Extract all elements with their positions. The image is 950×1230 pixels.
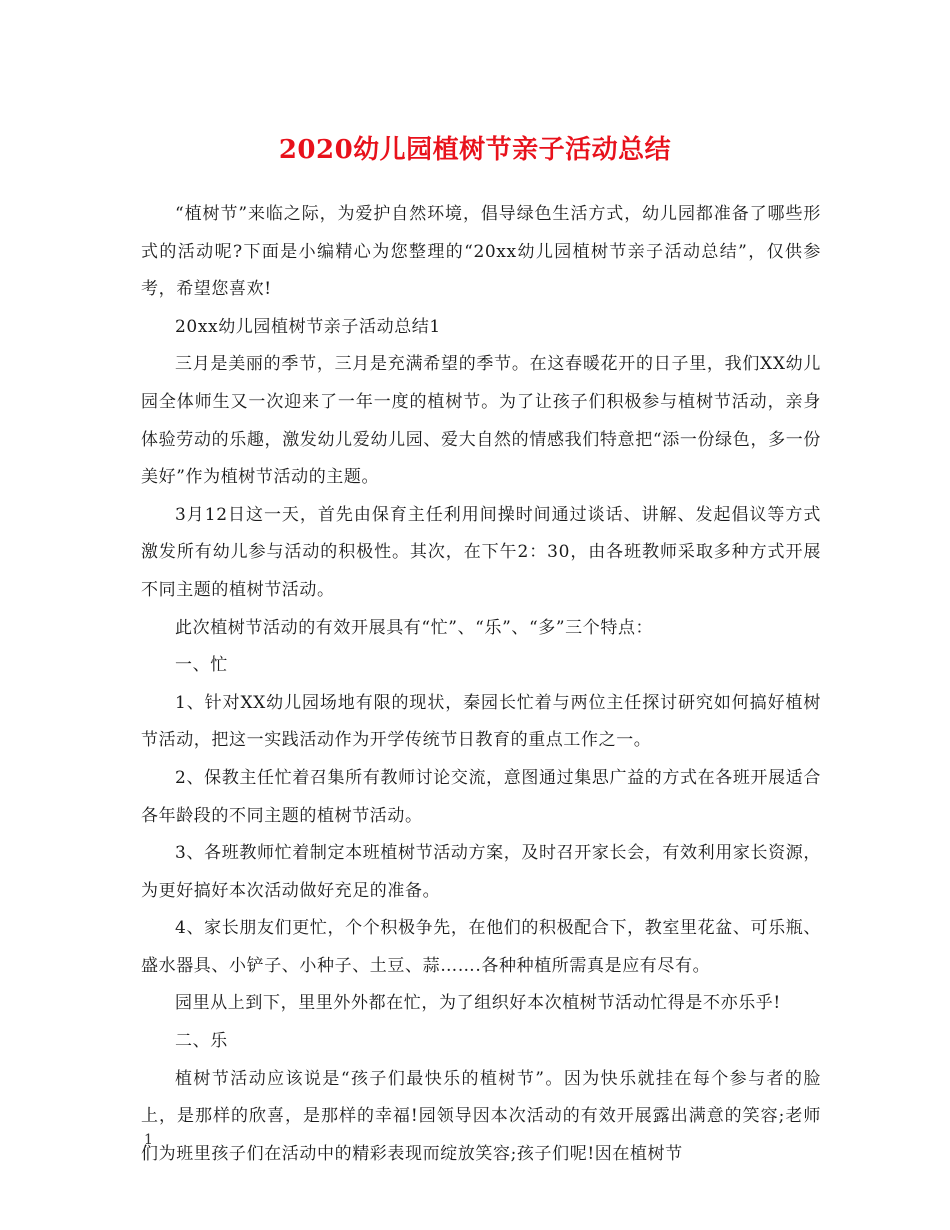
paragraph-intro: “植树节”来临之际，为爱护自然环境，倡导绿色生活方式，幼儿园都准备了哪些形式的活动呢?下面是小编精心为您整理的“20xx幼儿园植树节亲子活动总结”，仅供参考，希望您喜欢! [141,204,821,300]
document-title: 2020幼儿园植树节亲子活动总结 [278,135,672,165]
paragraph: 此次植树节活动的有效开展具有“忙”、“乐”、“多”三个特点： [175,617,654,638]
paragraph: 3、各班教师忙着制定本班植树节活动方案，及时召开家长会，有效利用家长资源，为更好搞好本次活动做好充足的准备。 [141,843,821,901]
section-heading-busy: 一、忙 [175,655,228,676]
paragraph: 植树节活动应该说是“孩子们最快乐的植树节”。因为快乐就挂在每个参与者的脸上，是那样的欣喜，是那样的幸福!园领导因本次活动的有效开展露出满意的笑容;老师们为班里孩子们在活动中的精彩表现而绽放笑容;孩子们呢!因在植树节 [141,1068,821,1164]
paragraph: 1、针对XX幼儿园场地有限的现状，秦园长忙着与两位主任探讨研究如何搞好植树节活动，把这一实践活动作为开学传统节日教育的重点工作之一。 [141,692,821,751]
document-body [141,196,821,1173]
paragraph-subheading: 20xx幼儿园植树节亲子活动总结1 [175,316,441,337]
page-number: 1 [144,1132,153,1148]
paragraph: 3月12日这一天，首先由保育主任利用间操时间通过谈话、讲解、发起倡议等方式激发所有幼儿参与活动的积极性。其次，在下午2：30，由各班教师采取多种方式开展不同主题的植树节活动。 [141,504,821,600]
paragraph: 园里从上到下，里里外外都在忙，为了组织好本次植树节活动忙得是不亦乐乎! [175,993,781,1014]
paragraph: 2、保教主任忙着召集所有教师讨论交流，意图通过集思广益的方式在各班开展适合各年龄段的不同主题的植树节活动。 [141,767,821,826]
section-heading-joy: 二、乐 [175,1031,228,1052]
paragraph: 4、家长朋友们更忙，个个积极争先，在他们的积极配合下，教室里花盆、可乐瓶、盛水器具、小铲子、小种子、土豆、蒜…….各种种植所需真是应有尽有。 [141,918,821,976]
paragraph: 三月是美丽的季节，三月是充满希望的季节。在这春暖花开的日子里，我们XX幼儿园全体师生又一次迎来了一年一度的植树节。为了让孩子们积极参与植树节活动，亲身体验劳动的乐趣，激发幼儿爱幼儿园、爱大自然的情感我们特意把“添一份绿色，多一份美好”作为植树节活动的主题。 [141,354,821,488]
